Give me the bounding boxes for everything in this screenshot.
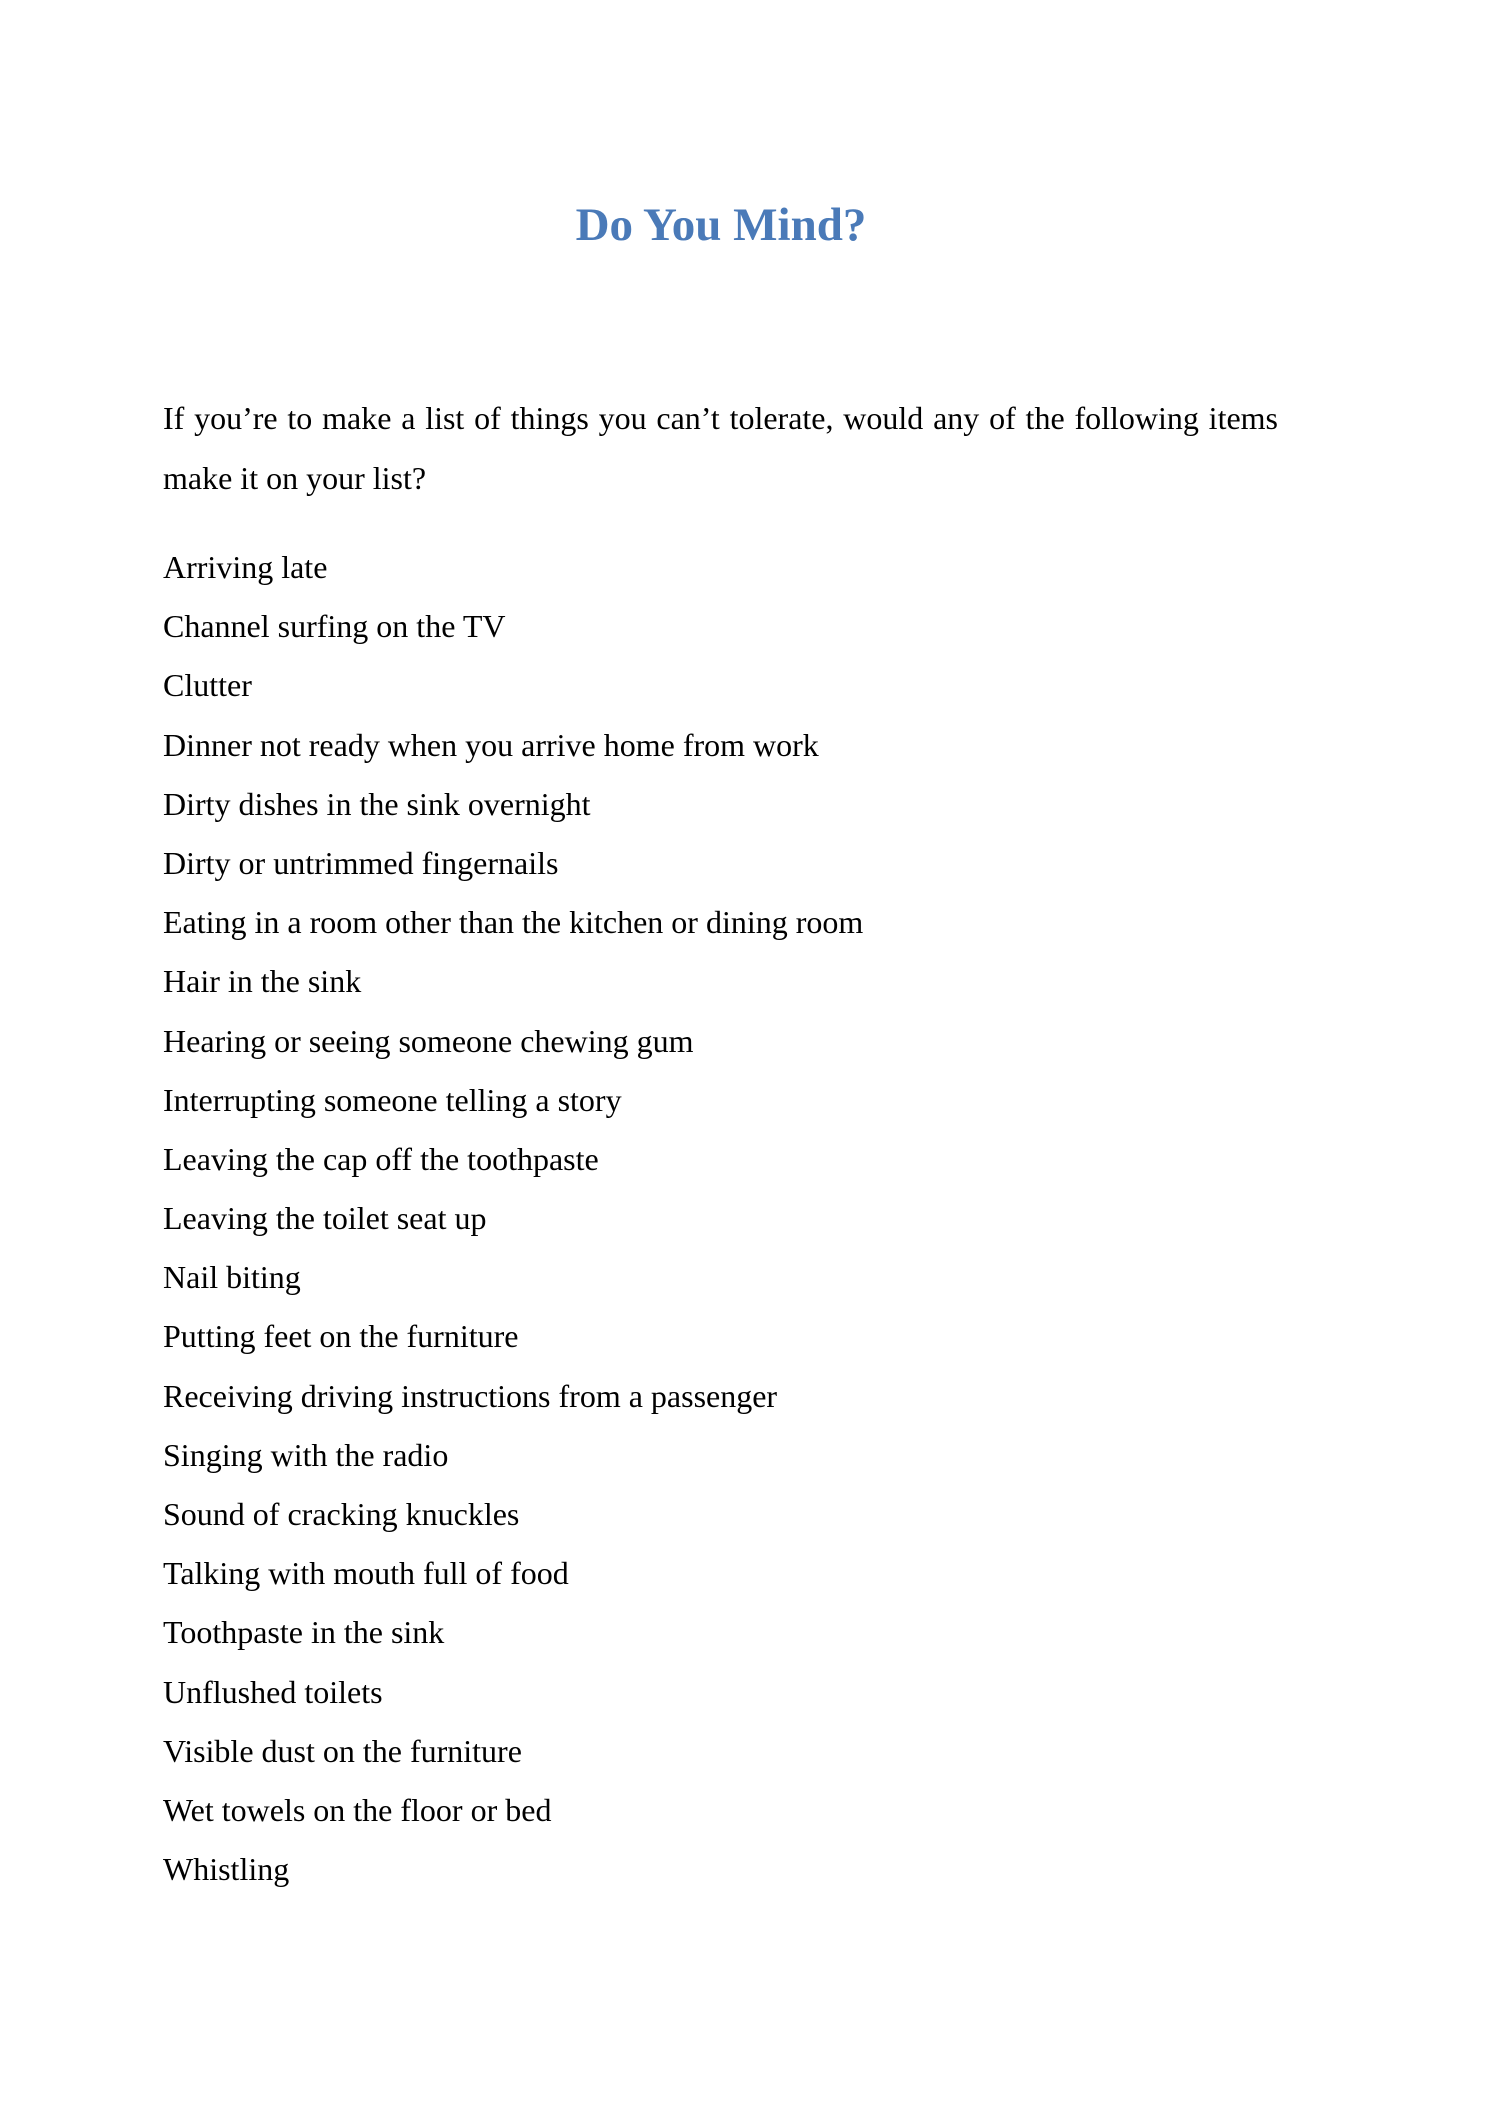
list-item: Leaving the cap off the toothpaste xyxy=(163,1140,599,1177)
list-item: Unflushed toilets xyxy=(163,1673,383,1710)
list-item: Dinner not ready when you arrive home from work xyxy=(163,726,819,763)
list-item: Clutter xyxy=(163,667,252,704)
intro-paragraph: If you’re to make a list of things you can’t tolerate, would any of the following items make it on your list? xyxy=(163,400,1278,496)
list-item: Nail biting xyxy=(163,1259,301,1296)
list-item: Dirty dishes in the sink overnight xyxy=(163,785,591,822)
list-item: Talking with mouth full of food xyxy=(163,1555,569,1592)
list-item: Interrupting someone telling a story xyxy=(163,1081,622,1118)
page-title: Do You Mind? xyxy=(575,199,867,251)
list-item: Whistling xyxy=(163,1851,290,1888)
list-item: Sound of cracking knuckles xyxy=(163,1496,520,1532)
list-item: Singing with the radio xyxy=(163,1436,449,1473)
list-item: Channel surfing on the TV xyxy=(163,608,506,645)
list-item: Arriving late xyxy=(163,549,328,585)
list-item: Eating in a room other than the kitchen or dining room xyxy=(163,904,864,941)
list-item: Visible dust on the furniture xyxy=(163,1732,522,1769)
list-item: Dirty or untrimmed fingernails xyxy=(163,844,559,881)
list-item: Toothpaste in the sink xyxy=(163,1614,445,1651)
pet-peeve-list xyxy=(163,538,863,1899)
list-item: Leaving the toilet seat up xyxy=(163,1200,487,1237)
list-item: Hearing or seeing someone chewing gum xyxy=(163,1022,694,1059)
list-item: Putting feet on the furniture xyxy=(163,1318,519,1355)
list-item: Receiving driving instructions from a passenger xyxy=(163,1377,778,1414)
list-item: Hair in the sink xyxy=(163,963,362,1000)
list-item: Wet towels on the floor or bed xyxy=(163,1791,552,1828)
